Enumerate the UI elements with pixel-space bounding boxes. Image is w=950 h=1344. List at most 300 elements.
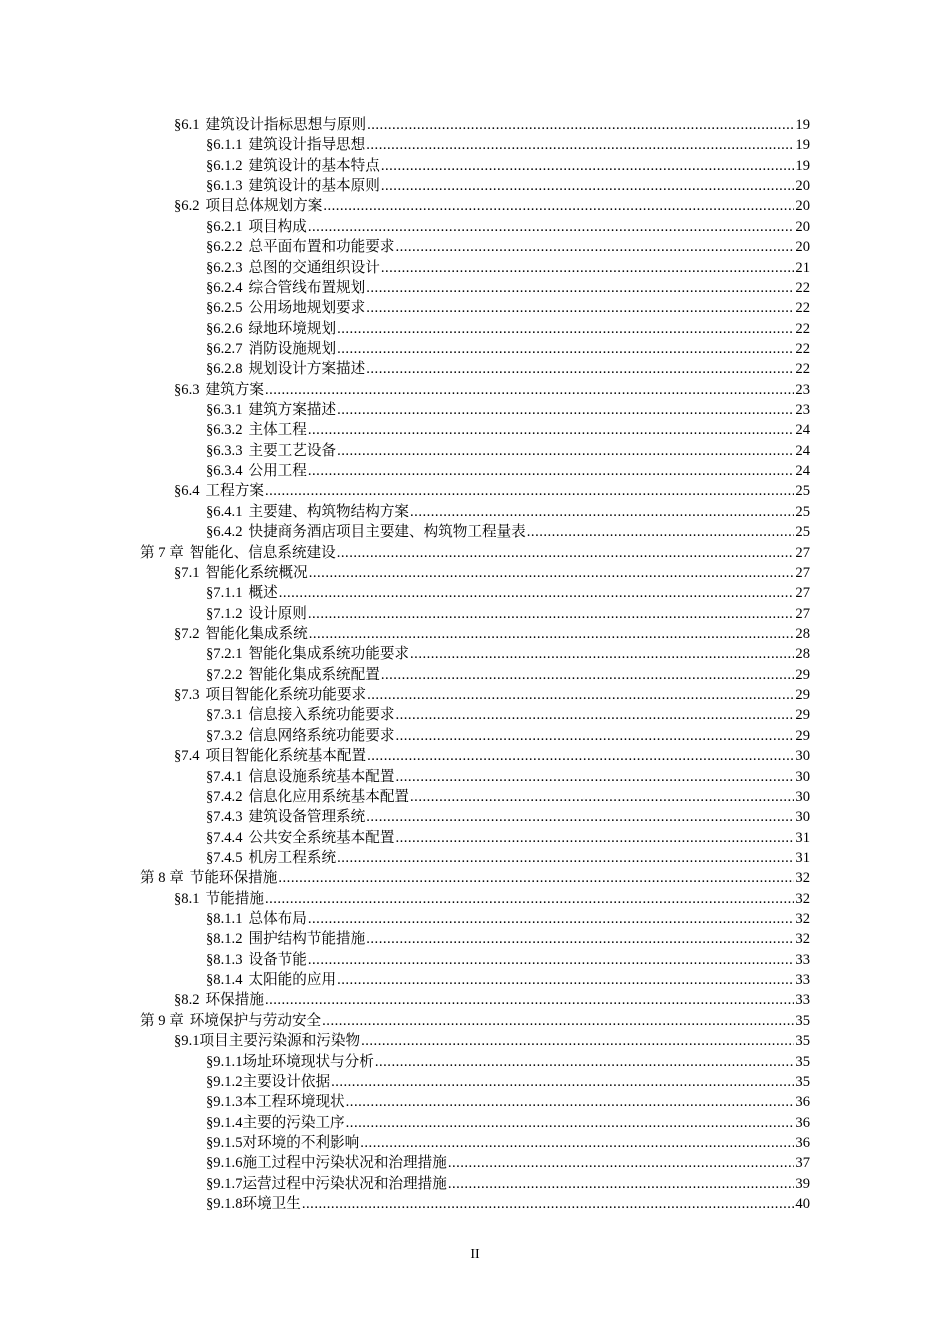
toc-entry-text: 对环境的不利影响 [242,1134,360,1151]
dot-leader [367,115,794,135]
toc-entry[interactable] [140,156,810,176]
dot-leader [381,258,795,278]
toc-entry-text: 节能措施 [205,890,264,907]
toc-entry-page: 19 [795,117,810,133]
toc-entry-page: 27 [795,564,810,581]
toc-entry-text: 公用场地规划要求 [248,300,366,317]
toc-entry-text: 环境卫生 [242,1196,301,1213]
toc-entry-text: 建筑设计的基本特点 [248,157,380,174]
toc-entry-page: 20 [795,198,810,215]
toc-entry-text: 主体工程 [248,422,307,439]
dot-leader [395,237,794,257]
toc-entry-page: 25 [795,503,810,520]
toc-entry[interactable] [140,909,810,929]
toc-entry-title [206,665,380,685]
toc-entry-page: 27 [795,585,810,602]
toc-entry-title [206,767,394,787]
toc-entry-number: §7.2.1 [206,646,243,663]
toc-entry-text: 环境保护与劳动安全 [189,1012,322,1029]
dot-leader [375,1052,795,1072]
toc-entry-number: §6.3 [174,381,200,398]
toc-entry-page: 33 [795,951,810,968]
toc-entry-number: §7.4.5 [206,849,243,866]
toc-entry-page: 29 [795,687,810,704]
toc-entry-number: §7.4.2 [206,788,243,805]
toc-entry-text: 太阳能的应用 [248,972,337,989]
toc-entry-text: 项目总体规划方案 [205,198,323,215]
toc-entry-page: 23 [795,381,810,398]
toc-entry-title [206,339,336,359]
toc-entry-page: 30 [795,768,810,785]
toc-entry-title [206,176,380,196]
toc-entry[interactable] [140,543,810,563]
toc-entry-title [206,950,307,970]
toc-entry[interactable] [140,1011,810,1031]
toc-entry-text: 信息网络系统功能要求 [248,727,395,744]
dot-leader [308,420,795,440]
toc-entry[interactable] [140,420,810,440]
dot-leader [395,767,794,787]
dot-leader [346,1092,795,1112]
toc-entry-title [206,502,409,522]
toc-entry-number: §8.1.4 [206,972,243,989]
toc-entry-page: 22 [795,320,810,337]
toc-entry-number: §9.1 [174,1033,200,1050]
dot-leader [410,502,794,522]
dot-leader [308,909,795,929]
toc-entry-text: 概述 [248,585,278,602]
toc-entry-number: §6.2.5 [206,300,243,317]
dot-leader [265,990,794,1010]
toc-entry[interactable] [140,1052,810,1072]
toc-entry-number: §9.1.5 [206,1134,243,1151]
dot-leader [410,644,794,664]
toc-entry-number: §6.2.1 [206,218,243,235]
toc-entry-text: 总平面布置和功能要求 [248,239,395,256]
toc-entry-page: 39 [795,1175,810,1192]
dot-leader [309,624,795,644]
toc-entry-text: 场址环境现状与分析 [242,1053,374,1070]
toc-entry-text: 智能化集成系统配置 [248,666,380,683]
dot-leader [265,481,794,501]
toc-entry-text: 主要工艺设备 [248,442,337,459]
toc-entry-number: §6.2.8 [206,361,243,378]
toc-entry-number: §7.4.4 [206,829,243,846]
toc-entry[interactable] [140,665,810,685]
toc-entry-text: 项目构成 [248,218,307,235]
toc-entry-text: 公共安全系统基本配置 [248,829,395,846]
toc-entry[interactable] [140,705,810,725]
dot-leader [337,441,794,461]
toc-entry[interactable] [140,1153,810,1173]
toc-entry-text: 机房工程系统 [248,849,337,866]
dot-leader [337,339,794,359]
toc-entry-page: 36 [795,1134,810,1151]
toc-entry[interactable] [140,929,810,949]
dot-leader [279,583,795,603]
toc-entry-title [206,258,380,278]
toc-entry-title [206,237,394,257]
toc-entry-title [206,705,394,725]
toc-entry[interactable] [140,461,810,481]
toc-entry-title [206,217,307,237]
toc-entry-text: 公用工程 [248,463,307,480]
toc-entry-title [174,380,264,400]
toc-entry[interactable] [140,135,810,155]
toc-entry[interactable] [140,400,810,420]
toc-entry-page: 24 [795,422,810,439]
toc-entry-number: §8.1.1 [206,911,243,928]
dot-leader [265,889,794,909]
toc-entry-page: 32 [795,890,810,907]
toc-entry[interactable] [140,644,810,664]
toc-entry[interactable] [140,441,810,461]
toc-entry[interactable] [140,604,810,624]
toc-entry[interactable] [140,237,810,257]
toc-entry-page: 32 [795,870,810,887]
toc-entry[interactable] [140,726,810,746]
toc-entry-title [174,990,264,1010]
toc-entry-text: 建筑方案描述 [248,402,337,419]
toc-entry[interactable] [140,746,810,766]
toc-entry-text: 智能化集成系统 [205,625,308,642]
toc-entry[interactable] [140,990,810,1010]
dot-leader [278,868,794,888]
page-number: II [470,1247,480,1262]
toc-entry[interactable] [140,481,810,501]
dot-leader [527,522,795,542]
toc-entry-text: 节能环保措施 [189,870,278,887]
toc-entry-title [206,848,336,868]
toc-entry-number: §9.1.8 [206,1196,243,1213]
toc-entry-number: §7.2 [174,625,200,642]
toc-entry-title [206,319,336,339]
dot-leader [331,1072,794,1092]
toc-entry-text: 环保措施 [205,992,264,1009]
dot-leader [302,1194,795,1214]
toc-entry-number: §6.1.1 [206,137,243,154]
toc-entry-text: 信息化应用系统基本配置 [248,788,410,805]
toc-entry-title [206,1153,447,1173]
toc-entry-title [206,644,409,664]
toc-entry-page: 32 [795,931,810,948]
toc-entry-text: 施工过程中污染状况和治理措施 [242,1155,447,1172]
toc-entry[interactable] [140,278,810,298]
toc-entry-number: §8.1.3 [206,951,243,968]
toc-entry-text: 建筑设备管理系统 [248,809,366,826]
toc-entry-title [206,278,365,298]
toc-entry[interactable] [140,583,810,603]
dot-leader [308,950,795,970]
toc-entry[interactable] [140,522,810,542]
toc-entry[interactable] [140,807,810,827]
dot-leader [265,380,794,400]
toc-entry[interactable] [140,1174,810,1194]
toc-entry-title [174,746,366,766]
toc-entry[interactable] [140,950,810,970]
toc-entry-text: 设备节能 [248,951,307,968]
toc-entry-page: 23 [795,402,810,419]
toc-entry-page: 20 [795,239,810,256]
toc-entry-text: 建筑方案 [205,381,264,398]
dot-leader [337,543,795,563]
toc-entry[interactable] [140,1113,810,1133]
toc-entry-number: §6.3.4 [206,463,243,480]
toc-entry-number: §7.4 [174,748,200,765]
toc-entry-page: 29 [795,707,810,724]
dot-leader [366,359,794,379]
toc-entry-text: 消防设施规划 [248,340,337,357]
toc-entry-number: §6.3.1 [206,402,243,419]
toc-entry[interactable] [140,1092,810,1112]
toc-entry-page: 20 [795,178,810,195]
dot-leader [381,156,795,176]
toc-entry-page: 35 [795,1053,810,1070]
toc-entry-title [174,196,322,216]
toc-entry-number: §6.1 [174,117,200,133]
toc-entry-text: 智能化系统概况 [205,564,308,581]
toc-entry-page: 21 [795,259,810,276]
toc-entry-title [206,156,380,176]
toc-entry-text: 工程方案 [205,483,264,500]
toc-entry-page: 37 [795,1155,810,1172]
toc-entry-number: 第 7 章 [140,544,184,561]
toc-entry-page: 36 [795,1094,810,1111]
toc-entry-number: §6.4.2 [206,524,243,541]
toc-entry-title [206,1113,345,1133]
dot-leader [309,563,795,583]
toc-entry-title [140,543,336,563]
toc-entry-number: §6.2.3 [206,259,243,276]
toc-entry-page: 28 [795,646,810,663]
dot-leader [366,278,794,298]
dot-leader [366,929,794,949]
dot-leader [323,196,794,216]
dot-leader [361,1031,794,1051]
toc-entry[interactable] [140,196,810,216]
toc-entry-number: §8.1.2 [206,931,243,948]
toc-entry[interactable] [140,502,810,522]
toc-entry-page: 28 [795,625,810,642]
toc-entry-page: 25 [795,524,810,541]
toc-entry[interactable] [140,868,810,888]
dot-leader [381,665,795,685]
toc-entry-page: 30 [795,748,810,765]
toc-entry-title [206,1072,330,1092]
toc-entry[interactable] [140,217,810,237]
dot-leader [308,217,795,237]
toc-entry-title [206,787,409,807]
toc-entry[interactable] [140,848,810,868]
toc-entry-text: 规划设计方案描述 [248,361,366,378]
toc-entry-number: §6.2.4 [206,279,243,296]
toc-entry[interactable] [140,1133,810,1153]
toc-entry-number: §7.3.2 [206,727,243,744]
toc-entry-title [206,1194,301,1214]
toc-entry[interactable] [140,624,810,644]
toc-entry-number: §6.4 [174,483,200,500]
table-of-contents [140,115,810,1214]
dot-leader [367,746,794,766]
toc-entry-title [206,1174,447,1194]
toc-entry-page: 19 [795,157,810,174]
toc-entry-number: §7.1.1 [206,585,243,602]
toc-entry-text: 智能化、信息系统建设 [189,544,336,561]
toc-entry-number: §7.2.2 [206,666,243,683]
toc-entry-number: §6.2.6 [206,320,243,337]
toc-entry-number: 第 9 章 [140,1012,184,1029]
toc-entry-text: 项目智能化系统功能要求 [205,687,367,704]
toc-entry-title [206,828,394,848]
toc-entry-title [206,1092,345,1112]
toc-entry-title [140,1011,321,1031]
toc-entry-text: 智能化集成系统功能要求 [248,646,410,663]
toc-entry-text: 快捷商务酒店项目主要建、构筑物工程量表 [248,524,526,541]
dot-leader [395,705,794,725]
toc-entry-title [206,461,307,481]
toc-entry-page: 33 [795,972,810,989]
toc-entry-title [206,1052,374,1072]
toc-entry-page: 29 [795,727,810,744]
toc-entry[interactable] [140,1031,810,1051]
toc-entry-number: §7.1 [174,564,200,581]
toc-entry-text: 项目主要污染源和污染物 [199,1033,361,1050]
dot-leader [337,970,794,990]
toc-entry[interactable] [140,339,810,359]
toc-entry-number: §6.2.7 [206,340,243,357]
toc-entry-text: 主要的污染工序 [242,1114,345,1131]
toc-entry-page: 24 [795,463,810,480]
dot-leader [367,685,794,705]
toc-entry-number: §9.1.4 [206,1114,243,1131]
toc-entry-number: §7.1.2 [206,605,243,622]
toc-entry-number: §9.1.2 [206,1073,243,1090]
dot-leader [448,1174,795,1194]
toc-entry-text: 运营过程中污染状况和治理措施 [242,1175,447,1192]
toc-entry[interactable] [140,1194,810,1214]
toc-entry[interactable] [140,787,810,807]
toc-entry-number: §7.3 [174,687,200,704]
toc-entry-number: §6.1.2 [206,157,243,174]
toc-entry-title [206,909,307,929]
toc-entry-number: §6.1.3 [206,178,243,195]
toc-entry-number: §9.1.6 [206,1155,243,1172]
toc-entry-number: §7.4.1 [206,768,243,785]
toc-entry-page: 29 [795,666,810,683]
toc-entry[interactable] [140,828,810,848]
dot-leader [308,461,795,481]
dot-leader [337,319,794,339]
toc-entry-title [206,726,394,746]
toc-entry-title [206,135,365,155]
toc-entry-page: 40 [795,1196,810,1213]
dot-leader [395,726,794,746]
toc-entry[interactable] [140,319,810,339]
toc-entry-title [174,889,264,909]
toc-entry-title [206,400,336,420]
dot-leader [346,1113,795,1133]
toc-entry-title [174,563,308,583]
toc-entry-title [206,298,365,318]
toc-entry-page: 22 [795,340,810,357]
toc-entry-title [206,583,278,603]
toc-entry[interactable] [140,889,810,909]
toc-entry-title [206,522,526,542]
toc-entry-text: 本工程环境现状 [242,1094,345,1111]
toc-entry-number: §6.4.1 [206,503,243,520]
toc-entry-title [140,868,277,888]
toc-entry-page: 24 [795,442,810,459]
toc-entry-number: §7.3.1 [206,707,243,724]
toc-entry-text: 总体布局 [248,911,307,928]
toc-entry-title [206,807,365,827]
toc-entry-number: §8.1 [174,890,200,907]
toc-entry-number: §6.2.2 [206,239,243,256]
toc-entry-page: 33 [795,992,810,1009]
toc-entry-title [206,1133,359,1153]
toc-entry-title [206,420,307,440]
toc-entry-page: 30 [795,788,810,805]
toc-entry-text: 主要设计依据 [242,1073,331,1090]
toc-entry-title [206,970,336,990]
toc-entry[interactable] [140,380,810,400]
toc-entry-text: 建筑设计指标思想与原则 [205,117,367,133]
toc-entry-page: 27 [795,544,810,561]
toc-entry-page: 32 [795,911,810,928]
toc-entry-page: 22 [795,279,810,296]
toc-entry-text: 信息接入系统功能要求 [248,707,395,724]
toc-entry-page: 36 [795,1114,810,1131]
toc-entry-number: §8.2 [174,992,200,1009]
dot-leader [366,807,794,827]
toc-entry-page: 35 [795,1012,810,1029]
toc-entry-title [174,115,366,135]
dot-leader [366,298,794,318]
toc-entry-text: 信息设施系统基本配置 [248,768,395,785]
toc-entry-title [174,624,308,644]
dot-leader [308,604,795,624]
toc-entry-number: §6.2 [174,198,200,215]
toc-entry-number: §9.1.3 [206,1094,243,1111]
toc-entry-title [174,1031,360,1051]
toc-entry[interactable] [140,258,810,278]
toc-entry-number: §7.4.3 [206,809,243,826]
toc-entry[interactable] [140,115,810,135]
toc-entry[interactable] [140,685,810,705]
toc-entry[interactable] [140,176,810,196]
toc-entry-page: 27 [795,605,810,622]
toc-entry[interactable] [140,767,810,787]
toc-entry-page: 35 [795,1073,810,1090]
toc-entry-text: 绿地环境规划 [248,320,337,337]
toc-entry-text: 设计原则 [248,605,307,622]
toc-entry[interactable] [140,359,810,379]
dot-leader [395,828,794,848]
toc-entry[interactable] [140,298,810,318]
toc-entry-page: 22 [795,361,810,378]
toc-entry[interactable] [140,970,810,990]
toc-entry-title [206,604,307,624]
toc-entry[interactable] [140,563,810,583]
toc-entry-page: 30 [795,809,810,826]
toc-entry[interactable] [140,1072,810,1092]
toc-entry-page: 19 [795,137,810,154]
toc-entry-text: 项目智能化系统基本配置 [205,748,367,765]
toc-entry-page: 25 [795,483,810,500]
toc-entry-number: 第 8 章 [140,870,184,887]
dot-leader [366,135,794,155]
toc-entry-text: 总图的交通组织设计 [248,259,380,276]
